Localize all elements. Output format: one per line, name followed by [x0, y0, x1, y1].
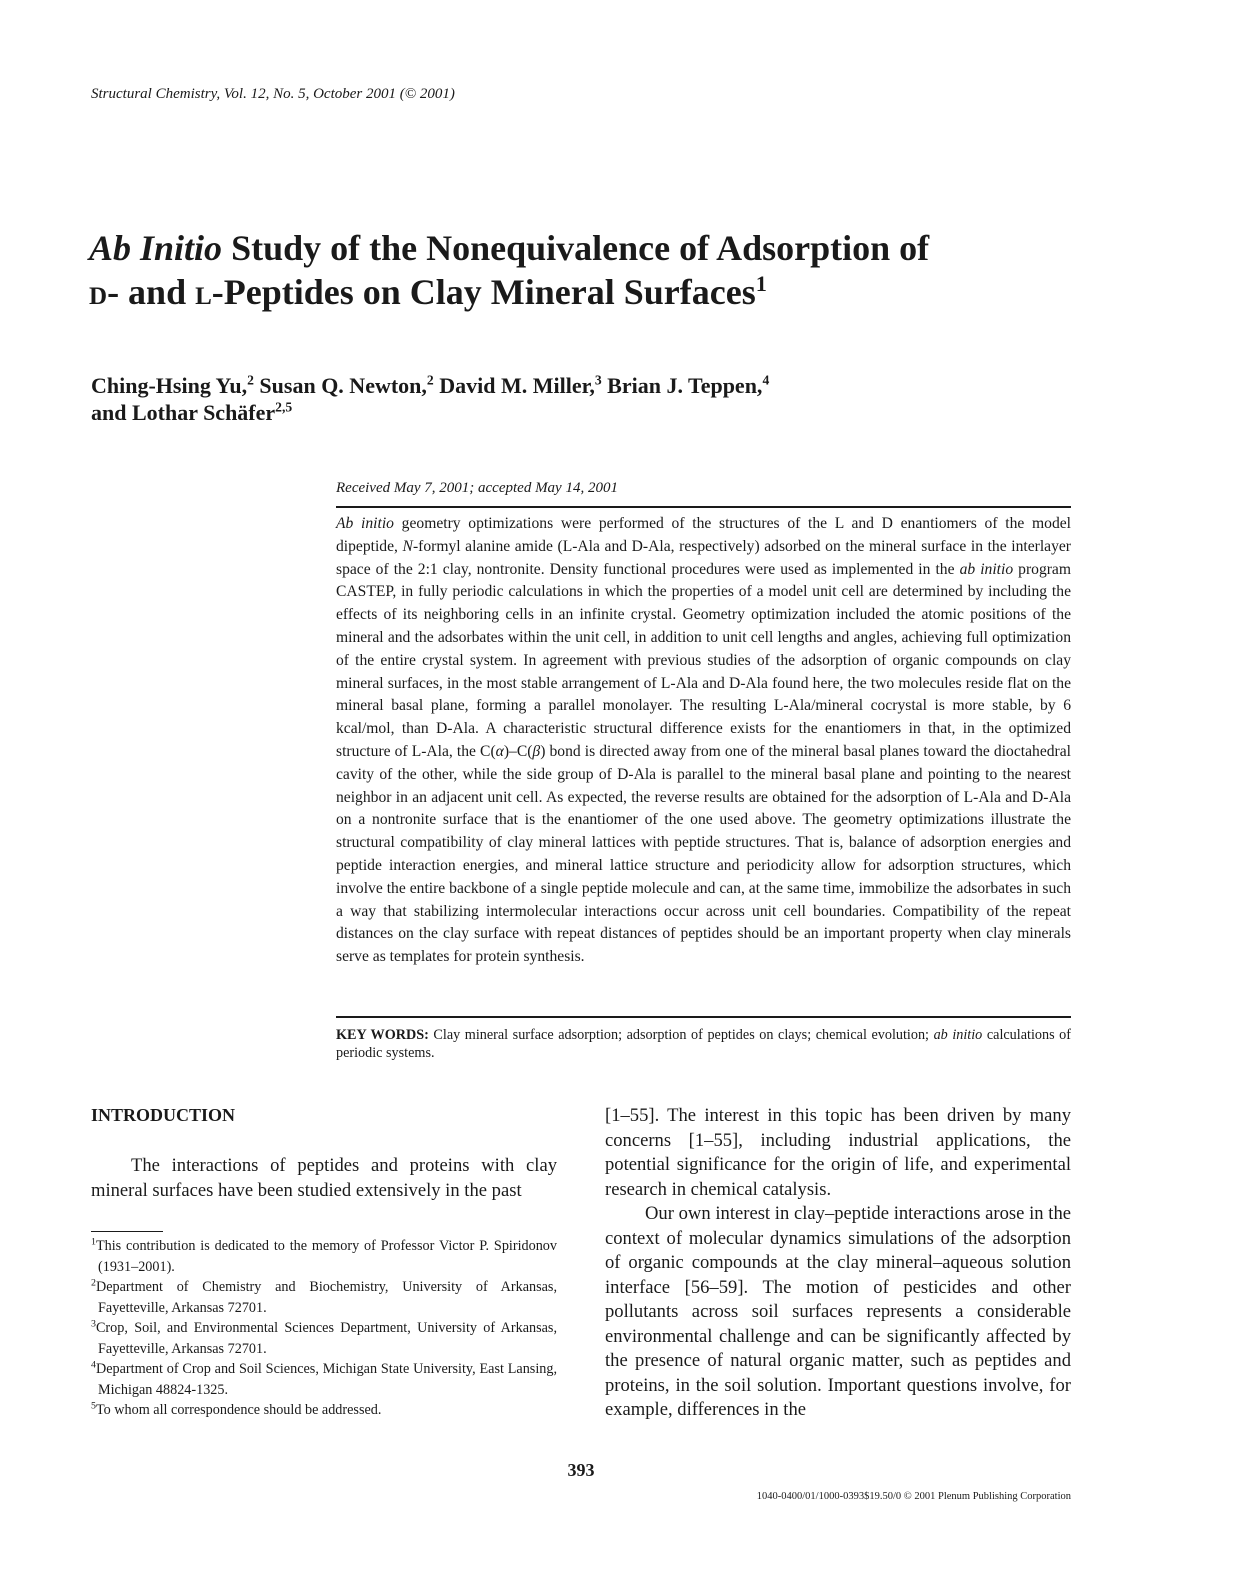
title-line1: Study of the Nonequivalence of Adsorption of	[222, 228, 930, 268]
intro-paragraph-left: The interactions of peptides and proteins with clay mineral surfaces have been studied extensively in the past	[91, 1155, 557, 1201]
author-name: Ching-Hsing Yu,	[91, 373, 248, 398]
author-name: Susan Q. Newton,	[253, 373, 427, 398]
abstract	[336, 513, 1071, 969]
received-dates: Received May 7, 2001; accepted May 14, 2001	[336, 480, 618, 496]
abstract-text: ) bond is directed away from one of the mineral basal planes toward the dioctahedral cavity of the other, while the side group of D-Ala is parallel to the mineral basal plane and pointing to the nearest neighbor in an adjacent unit cell. As expected, the reverse results are obtained for the adsorption of L-Ala and D-Ala on a nontronite surface that is the enantiomer of the one used above. The geometry optimizations illustrate the structural compatibility of clay mineral lattices with peptide structures. That is, balance of adsorption energies and peptide interaction energies, and mineral lattice structure and periodicity allow for adsorption structures, which involve the entire backbone of a single peptide molecule and can, at the same time, immobilize the adsorbates in such a way that stabilizing intermolecular interactions occur across unit cell boundaries. Compatibility of the repeat distances on the clay surface with repeat distances of peptides should be an important property when clay minerals serve as templates for protein synthesis.	[336, 742, 1071, 966]
alpha-symbol: α	[495, 742, 504, 760]
footnote-text: To whom all correspondence should be addressed.	[95, 1402, 382, 1418]
footnote-number: 3	[91, 1318, 96, 1330]
abstract-italic: N	[402, 537, 413, 555]
intro-paragraph: [1–55]. The interest in this topic has been driven by many concerns [1–55], including industrial applications, the potential significance for the origin of life, and experimental research in chemical catalysis.	[605, 1105, 1071, 1200]
intro-column-right	[605, 1104, 1071, 1423]
page-number: 393	[567, 1460, 595, 1480]
footnote	[91, 1277, 557, 1318]
footnote	[91, 1318, 557, 1359]
author-affiliation: 2	[247, 372, 254, 388]
footnote	[91, 1359, 557, 1400]
footnote-text: This contribution is dedicated to the memory of Professor Victor P. Spiridonov (1931–2001).	[95, 1238, 557, 1275]
footnote-text: Department of Chemistry and Biochemistry, University of Arkansas, Fayetteville, Arkansas 72701.	[95, 1279, 557, 1316]
author-affiliation: 4	[762, 372, 770, 388]
beta-symbol: β	[532, 742, 541, 760]
footnote-number: 2	[91, 1277, 96, 1289]
author-affiliation: 2,5	[275, 399, 293, 415]
abstract-top-rule	[336, 506, 1071, 508]
footnote	[91, 1400, 557, 1421]
footnote-text: Crop, Soil, and Environmental Sciences Department, University of Arkansas, Fayetteville, Arkansas 72701.	[95, 1320, 557, 1357]
article-title	[89, 226, 1089, 314]
keywords-italic: ab initio	[933, 1027, 983, 1043]
footnote-number: 4	[91, 1359, 96, 1371]
keywords-text: Clay mineral surface adsorption; adsorption of peptides on clays; chemical evolution;	[428, 1027, 934, 1043]
title-d-prefix: d	[89, 272, 108, 312]
author-name: David M. Miller,	[433, 373, 595, 398]
abstract-text: -formyl alanine amide (L-Ala and D-Ala, respectively) adsorbed on the mineral surface in the interlayer space of the 2:1 clay, nontronite. Density functional procedures were used as implemented in the	[336, 537, 1071, 578]
abstract-text: program CASTEP, in fully periodic calculations in which the properties of a model unit cell are determined by including the effects of its neighboring cells in an infinite crystal. Geometry optimization included the atomic positions of the mineral and the adsorbates within the unit cell, in addition to unit cell lengths and angles, achieving full optimization of the entire crystal system. In agreement with previous studies of the adsorption of organic compounds on clay mineral surfaces, in the most stable arrangement of L-Ala and D-Ala found here, the two molecules reside flat on the mineral basal plane, forming a parallel monolayer. The resulting L-Ala/mineral cocrystal is more stable, by 6 kcal/mol, than D-Ala. A characteristic structural difference exists for the enantiomers in that, in the optimized structure of L-Ala, the C(	[336, 560, 1071, 760]
footnotes	[91, 1236, 557, 1421]
title-italic: Ab Initio	[89, 228, 223, 268]
footnote-number: 1	[91, 1236, 96, 1248]
title-footnote-mark: 1	[755, 271, 767, 296]
footnote-number: 5	[91, 1400, 96, 1412]
title-mid: - and	[107, 272, 196, 312]
section-heading: INTRODUCTION	[91, 1105, 236, 1125]
abstract-text: )–C(	[503, 742, 533, 760]
keywords	[336, 1026, 1071, 1062]
title-l-prefix: l	[195, 272, 212, 312]
author-affiliation: 2	[426, 372, 434, 388]
footnote	[91, 1236, 557, 1277]
intro-paragraph: Our own interest in clay–peptide interactions arose in the context of molecular dynamics simulations of the adsorption of organic compounds at the clay mineral–aqueous solution interface [56–59]. The motion of pesticides and other pollutants across soil surfaces represents a considerable environmental challenge and can be significantly affected by the presence of natural organic matter, such as peptides and proteins, in the soil solution. Important questions involve, for example, differences in the	[605, 1203, 1071, 1420]
footnote-rule	[91, 1231, 163, 1232]
abstract-bottom-rule	[336, 1016, 1071, 1018]
author-name: and Lothar Schäfer	[91, 400, 276, 425]
abstract-italic: Ab initio	[336, 515, 394, 532]
title-rest: -Peptides on Clay Mineral Surfaces	[211, 272, 756, 312]
keywords-tail: calculations of periodic systems.	[336, 1027, 1071, 1061]
abstract-italic: ab initio	[959, 560, 1014, 578]
footnote-text: Department of Crop and Soil Sciences, Michigan State University, East Lansing, Michigan 48824-1325.	[95, 1361, 557, 1398]
author-list	[91, 372, 991, 426]
copyright-line: 1040-0400/01/1000-0393$19.50/0 © 2001 Plenum Publishing Corporation	[756, 1491, 1071, 1502]
keywords-label: KEY WORDS:	[336, 1027, 429, 1043]
abstract-text: geometry optimizations were performed of the structures of the L and D enantiomers of the model dipeptide,	[336, 515, 1071, 555]
journal-citation: Structural Chemistry, Vol. 12, No. 5, October 2001 (© 2001)	[91, 86, 455, 102]
author-name: Brian J. Teppen,	[601, 373, 763, 398]
author-affiliation: 3	[594, 372, 602, 388]
